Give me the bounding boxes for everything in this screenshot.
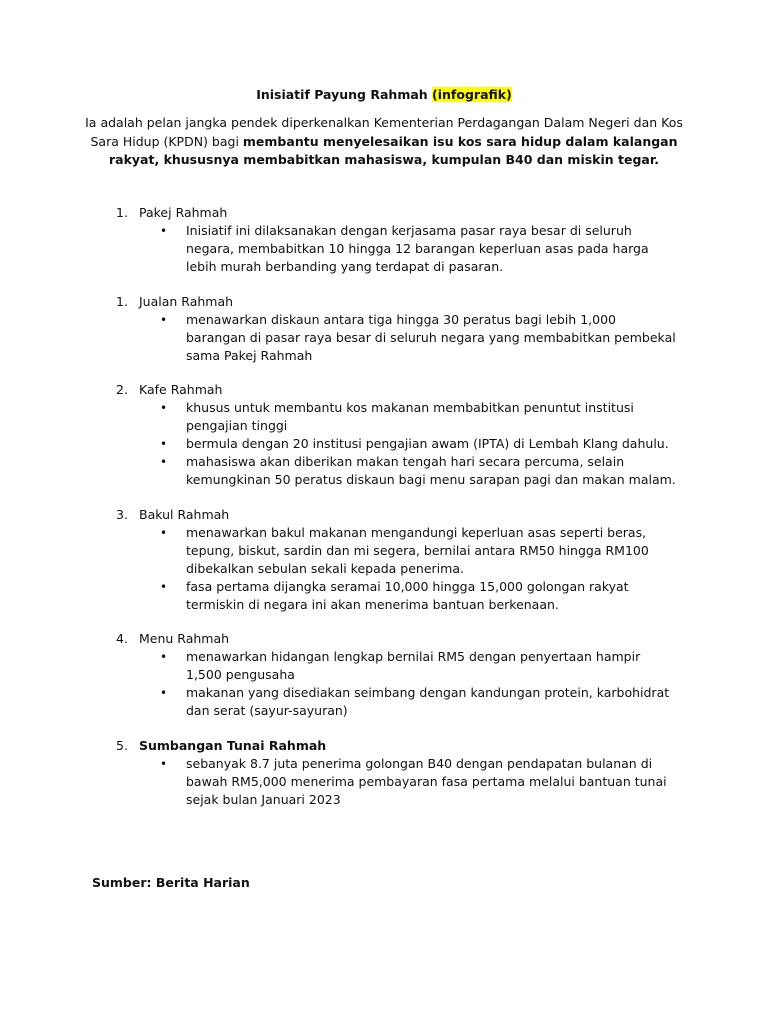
bullet-icon: •: [160, 757, 168, 771]
bullet-text: Inisiatif ini dilaksanakan dengan kerjasama pasar raya besar di seluruh negara, membabitkan 10 hingga 12 barangan keperluan asas pada harga lebih murah berbanding yang terdapat di pasaran.: [186, 223, 649, 274]
section-title: Pakej Rahmah: [139, 205, 228, 220]
bullet-icon: •: [160, 650, 168, 664]
section-number: 4.: [116, 631, 128, 646]
section-heading: [0, 630, 768, 648]
section-title: Jualan Rahmah: [139, 294, 234, 309]
bullet-item: [0, 311, 768, 365]
section-title: Menu Rahmah: [139, 631, 230, 646]
bullet-icon: •: [160, 224, 168, 238]
title-text: Inisiatif Payung Rahmah: [256, 87, 428, 102]
section-kafe-rahmah: [0, 381, 768, 489]
section-heading: [0, 381, 768, 399]
section-heading: [0, 293, 768, 311]
intro-paragraph: [80, 114, 688, 170]
section-jualan-rahmah: [0, 293, 768, 365]
section-number: 2.: [116, 382, 128, 397]
source-citation: Sumber: Berita Harian: [92, 875, 250, 890]
bullet-item: [0, 524, 768, 578]
bullet-list: [0, 648, 768, 720]
section-number: 5.: [116, 738, 128, 753]
bullet-list: [0, 311, 768, 365]
bullet-item: [0, 399, 768, 435]
section-heading: [0, 506, 768, 524]
intro-text: Ia adalah pelan jangka pendek diperkenalkan Kementerian Perdagangan Dalam Negeri dan Kos Sara Hidup (KPDN) bagi: [85, 115, 683, 149]
bullet-text: menawarkan diskaun antara tiga hingga 30 peratus bagi lebih 1,000 barangan di pasar raya besar di seluruh negara yang membabitkan pembekal sama Pakej Rahmah: [186, 312, 676, 363]
document-title: [0, 86, 768, 104]
bullet-text: bermula dengan 20 institusi pengajian awam (IPTA) di Lembah Klang dahulu.: [186, 436, 669, 451]
bullet-item: [0, 684, 768, 720]
bullet-list: [0, 222, 768, 276]
bullet-item: [0, 755, 768, 809]
section-title: Kafe Rahmah: [139, 382, 223, 397]
section-menu-rahmah: [0, 630, 768, 720]
bullet-text: khusus untuk membantu kos makanan membabitkan penuntut institusi pengajian tinggi: [186, 400, 634, 433]
section-heading: [0, 204, 768, 222]
section-sumbangan-tunai-rahmah: [0, 737, 768, 809]
bullet-item: [0, 453, 768, 489]
bullet-icon: •: [160, 313, 168, 327]
bullet-list: [0, 755, 768, 809]
bullet-item: [0, 222, 768, 276]
bullet-item: [0, 435, 768, 453]
bullet-icon: •: [160, 580, 168, 594]
bullet-icon: •: [160, 526, 168, 540]
section-number: 3.: [116, 507, 128, 522]
section-bakul-rahmah: [0, 506, 768, 614]
bullet-text: makanan yang disediakan seimbang dengan kandungan protein, karbohidrat dan serat (sayur-sayuran): [186, 685, 670, 718]
bullet-text: fasa pertama dijangka seramai 10,000 hingga 15,000 golongan rakyat termiskin di negara ini akan menerima bantuan berkenaan.: [186, 579, 629, 612]
section-heading: [0, 737, 768, 755]
intro-bold-text: membantu menyelesaikan isu kos sara hidup dalam kalangan rakyat, khususnya membabitkan mahasiswa, kumpulan B40 dan miskin tegar.: [109, 133, 678, 167]
bullet-icon: •: [160, 455, 168, 469]
bullet-icon: •: [160, 401, 168, 415]
bullet-list: [0, 399, 768, 489]
section-title: Bakul Rahmah: [139, 507, 230, 522]
bullet-text: sebanyak 8.7 juta penerima golongan B40 dengan pendapatan bulanan di bawah RM5,000 menerima pembayaran fasa pertama melalui bantuan tunai sejak bulan Januari 2023: [186, 756, 667, 807]
bullet-list: [0, 524, 768, 614]
bullet-text: mahasiswa akan diberikan makan tengah hari secara percuma, selain kemungkinan 50 peratus diskaun bagi menu sarapan pagi dan makan malam.: [186, 454, 676, 487]
section-number: 1.: [116, 205, 128, 220]
title-highlight: (infografik): [432, 87, 512, 102]
bullet-item: [0, 578, 768, 614]
bullet-icon: •: [160, 686, 168, 700]
bullet-item: [0, 648, 768, 684]
bullet-text: menawarkan bakul makanan mengandungi keperluan asas seperti beras, tepung, biskut, sardin dan mi segera, bernilai antara RM50 hingga RM100 dibekalkan sebulan sekali kepada penerima.: [186, 525, 649, 576]
bullet-icon: •: [160, 437, 168, 451]
section-number: 1.: [116, 294, 128, 309]
bullet-text: menawarkan hidangan lengkap bernilai RM5 dengan penyertaan hampir 1,500 pengusaha: [186, 649, 641, 682]
section-title: Sumbangan Tunai Rahmah: [139, 738, 327, 753]
section-pakej-rahmah: [0, 204, 768, 276]
